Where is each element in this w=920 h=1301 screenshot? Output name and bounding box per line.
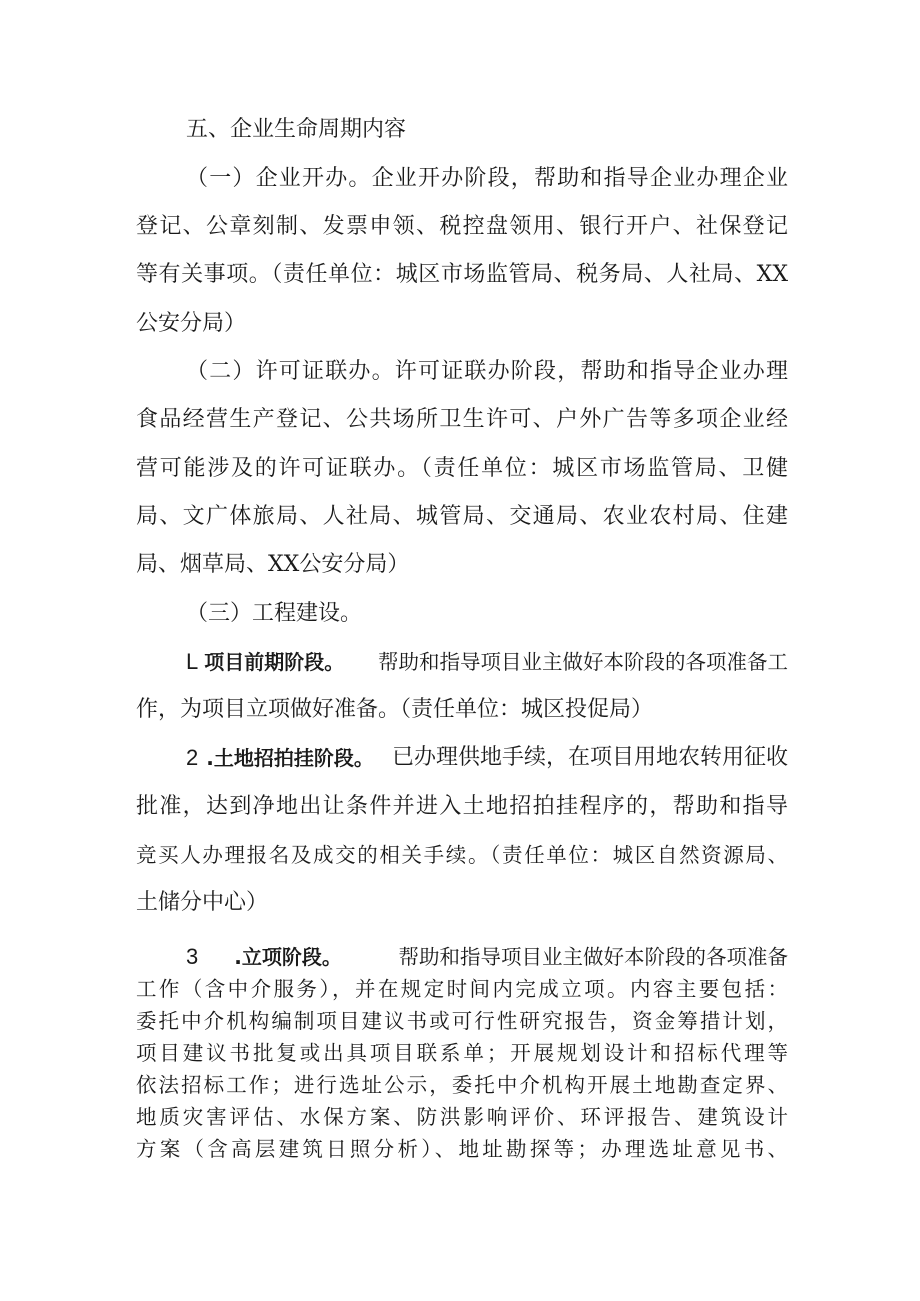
paragraph-2-line-4: 局、文广体旅局、人社局、城管局、交通局、农业农村局、住建 [136, 504, 788, 529]
paragraph-5-line-1 [186, 744, 788, 772]
item-3-title: .立项阶段。 [234, 945, 342, 969]
item-1-number: L [186, 649, 199, 674]
paragraph-1-line-4: 公安分局） [136, 311, 247, 336]
paragraph-5-line-2: 批准，达到净地出让条件并进入土地招拍挂程序的，帮助和指导 [136, 794, 788, 819]
paragraph-6-line-4: 项目建议书批复或出具项目联系单；开展规划设计和招标代理等 [136, 1041, 788, 1065]
paragraph-1-line-2: 登记、公章刻制、发票申领、税控盘领用、银行开户、社保登记 [136, 214, 788, 239]
item-2-lead [186, 744, 374, 772]
paragraph-6-line-1 [186, 943, 788, 971]
item-2-text: 已办理供地手续，在项目用地农转用征收 [391, 745, 788, 770]
paragraph-5-line-3: 竞买人办理报名及成交的相关手续。（责任单位：城区自然资源局、 [136, 843, 788, 867]
paragraph-6-line-3: 委托中介机构编制项目建议书或可行性研究报告，资金筹措计划， [136, 1009, 788, 1033]
item-3-lead [186, 943, 342, 971]
paragraph-2-line-2: 食品经营生产登记、公共场所卫生许可、户外广告等多项企业经 [136, 407, 788, 432]
paragraph-6-line-2: 工作（含中介服务），并在规定时间内完成立项。内容主要包括： [136, 977, 788, 1001]
paragraph-2-line-3: 营可能涉及的许可证联办。（责任单位：城区市场监管局、卫健 [136, 456, 788, 481]
paragraph-3-heading: （三）工程建设。 [186, 601, 363, 626]
item-3-text: 帮助和指导项目业主做好本阶段的各项准备 [398, 945, 788, 969]
paragraph-1-line-1: （一）企业开办。企业开办阶段，帮助和指导企业办理企业 [186, 166, 788, 191]
item-2-number: 2 [186, 745, 199, 770]
paragraph-6-line-5: 依法招标工作；进行选址公示，委托中介机构开展土地勘查定界、 [136, 1073, 788, 1097]
paragraph-2-line-5: 局、烟草局、XX公安分局） [136, 552, 410, 577]
paragraph-1-line-3: 等有关事项。（责任单位：城区市场监管局、税务局、人社局、XX [136, 262, 788, 287]
item-1-text: 帮助和指导项目业主做好本阶段的各项准备工 [378, 650, 788, 674]
paragraph-2-line-1: （二）许可证联办。许可证联办阶段，帮助和指导企业办理 [186, 359, 788, 384]
item-2-title: .土地招拍挂阶段。 [206, 746, 374, 770]
section-heading: 五、企业生命周期内容 [186, 117, 407, 142]
paragraph-5-line-4: 土储分中心） [136, 890, 269, 915]
item-1-lead [186, 648, 344, 676]
paragraph-4-line-2: 作，为项目立项做好准备。（责任单位：城区投促局） [136, 697, 654, 722]
item-3-number: 3 [186, 944, 199, 969]
item-1-title: 项目前期阶段。 [204, 650, 345, 674]
paragraph-6-line-7: 方案（含高层建筑日照分析）、地址勘探等；办理选址意见书、 [136, 1137, 788, 1161]
paragraph-6-line-6: 地质灾害评估、水保方案、防洪影响评价、环评报告、建筑设计 [136, 1105, 788, 1129]
paragraph-4-line-1 [186, 648, 788, 676]
